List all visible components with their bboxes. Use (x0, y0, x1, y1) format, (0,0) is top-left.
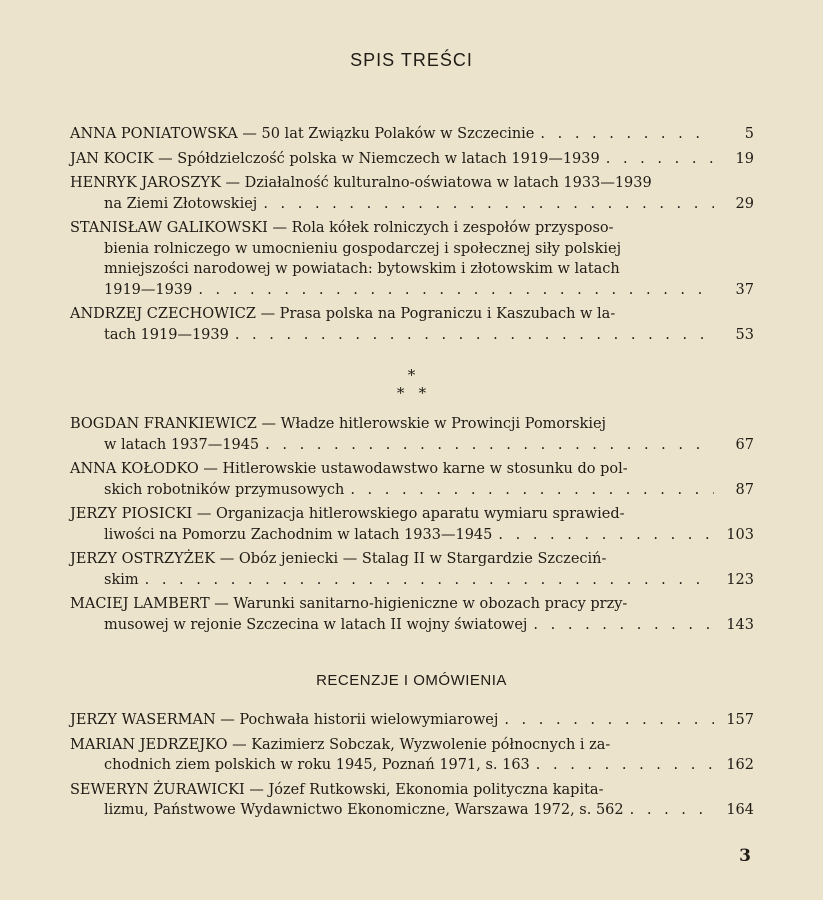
toc-entry-final-line (70, 124, 754, 145)
toc-entry-page: 143 (726, 616, 754, 633)
toc-entry-line (70, 259, 754, 280)
toc-entry-text: liwości na Pomorzu Zachodnim w latach 1933—1945 (104, 526, 493, 543)
toc-entry-text: ANNA KOŁODKO — Hitlerowskie ustawodawstwo karne w stosunku do pol- (70, 461, 628, 477)
toc-entry-page: 103 (726, 526, 754, 543)
dot-leader (600, 149, 714, 170)
toc-entry-text: MARIAN JEDRZEJKO — Kazimierz Sobczak, Wyzwolenie północnych i za- (70, 736, 611, 753)
dot-leader (229, 325, 714, 346)
toc-entry-line (70, 735, 754, 756)
toc-entry (70, 504, 754, 545)
toc-entry-text: chodnich ziem polskich w roku 1945, Poznań 1971, s. 163 (104, 757, 530, 773)
toc-entry-text: STANISŁAW GALIKOWSKI — Rola kółek rolniczych i zespołów przysposo- (70, 220, 614, 236)
toc-entry-line (70, 304, 754, 325)
toc-entry-text: JERZY OSTRZYŻEK — Obóz jeniecki — Stalag II w Stargardzie Szczeciń- (70, 551, 607, 567)
toc-entry-line (70, 504, 754, 525)
toc-block-articles (70, 124, 754, 349)
toc-entry-final-line (70, 755, 754, 776)
toc-entry-line (70, 780, 754, 801)
toc-entry-text: 1919—1939 (104, 281, 193, 298)
toc-entry (70, 149, 754, 170)
toc-entry (70, 124, 754, 145)
toc-entry-text: SEWERYN ŻURAWICKI — Józef Rutkowski, Ekonomia polityczna kapita- (70, 781, 604, 798)
dot-leader (344, 480, 714, 501)
toc-entry-page: 164 (726, 802, 754, 818)
toc-entry-line (70, 459, 754, 480)
toc-entry-text: ANDRZEJ CZECHOWICZ — Prasa polska na Pograniczu i Kaszubach w la- (70, 306, 616, 322)
toc-entry-text: bienia rolniczego w umocnieniu gospodarczej i społecznej siły polskiej (104, 240, 622, 257)
toc-entry-line (70, 549, 754, 570)
dot-leader (259, 435, 714, 456)
toc-entry-text: skim (104, 571, 139, 588)
toc-entry-final-line (70, 149, 754, 170)
toc-entry (70, 594, 754, 635)
toc-entry-page: 87 (735, 481, 754, 498)
toc-entry-page: 19 (735, 150, 754, 167)
toc-entry-page: 29 (735, 195, 754, 212)
dot-leader (534, 124, 714, 145)
toc-entry-page: 37 (735, 281, 754, 298)
dot-leader (192, 280, 714, 301)
toc-entry-page: 5 (744, 126, 754, 142)
toc-entry-line (70, 594, 754, 615)
toc-entry-text: w latach 1937—1945 (104, 436, 260, 453)
page-number: 3 (739, 846, 751, 866)
toc-entry-text: BOGDAN FRANKIEWICZ — Władze hitlerowskie w Prowincji Pomorskiej (70, 416, 607, 432)
dot-leader (139, 570, 714, 591)
dot-leader (498, 710, 714, 731)
dot-leader (257, 194, 714, 215)
dot-leader (624, 800, 714, 821)
toc-entry-final-line (70, 280, 754, 301)
toc-entry (70, 735, 754, 776)
toc-entry-page: 123 (726, 571, 754, 588)
toc-entry (70, 304, 754, 345)
dot-leader (530, 755, 714, 776)
toc-entry (70, 173, 754, 214)
separator-star-pair: * * (396, 384, 427, 402)
toc-entry-final-line (70, 800, 754, 821)
toc-entry-final-line (70, 525, 754, 546)
toc-entry-text: musowej w rejonie Szczecina w latach II wojny światowej (104, 616, 528, 633)
toc-entry-final-line (70, 570, 754, 591)
toc-entry-final-line (70, 325, 754, 346)
toc-block-occupation (70, 414, 754, 639)
toc-entry-line (70, 239, 754, 260)
toc-entry-text: JAN KOCIK — Spółdzielczość polska w Niemczech w latach 1919—1939 (70, 150, 600, 167)
toc-entry-line (70, 218, 754, 239)
toc-entry-final-line (70, 615, 754, 636)
toc-entry (70, 549, 754, 590)
toc-entry-text: skich robotników przymusowych (104, 481, 345, 498)
toc-entry (70, 710, 754, 731)
dot-leader (492, 525, 714, 546)
toc-entry (70, 218, 754, 300)
toc-block-reviews (70, 710, 754, 825)
toc-entry-text: lizmu, Państwowe Wydawnictwo Ekonomiczne, Warszawa 1972, s. 562 (104, 802, 624, 818)
toc-entry-text: na Ziemi Złotowskiej (104, 195, 258, 212)
toc-entry-page: 53 (735, 326, 754, 343)
toc-entry-text: JERZY WASERMAN — Pochwała historii wielowymiarowej (70, 712, 499, 728)
toc-entry (70, 459, 754, 500)
toc-entry-final-line (70, 194, 754, 215)
toc-entry-line (70, 173, 754, 194)
toc-entry-final-line (70, 435, 754, 456)
toc-entry-text: MACIEJ LAMBERT — Warunki sanitarno-higieniczne w obozach pracy przy- (70, 596, 628, 612)
toc-entry (70, 780, 754, 821)
toc-entry-text: HENRYK JAROSZYK — Działalność kulturalno-oświatowa w latach 1933—1939 (70, 175, 652, 191)
toc-entry-text: tach 1919—1939 (104, 326, 229, 343)
toc-entry-page: 157 (726, 712, 754, 728)
dot-leader (527, 615, 714, 636)
toc-entry-page: 162 (726, 757, 754, 773)
toc-entry-final-line (70, 480, 754, 501)
toc-entry-final-line (70, 710, 754, 731)
section-title-reviews: RECENZJE I OMÓWIENIA (316, 672, 507, 689)
toc-entry-text: ANNA PONIATOWSKA — 50 lat Związku Polaków w Szczecinie (70, 126, 535, 142)
toc-entry-text: JERZY PIOSICKI — Organizacja hitlerowskiego aparatu wymiaru sprawied- (70, 506, 625, 522)
separator-star-top: * (407, 366, 416, 384)
section-separator (0, 366, 823, 402)
toc-entry-line (70, 414, 754, 435)
toc-entry (70, 414, 754, 455)
toc-entry-text: mniejszości narodowej w powiatach: bytowskim i złotowskim w latach (104, 261, 620, 277)
toc-entry-page: 67 (735, 436, 754, 453)
page-title: SPIS TREŚCI (350, 50, 473, 70)
